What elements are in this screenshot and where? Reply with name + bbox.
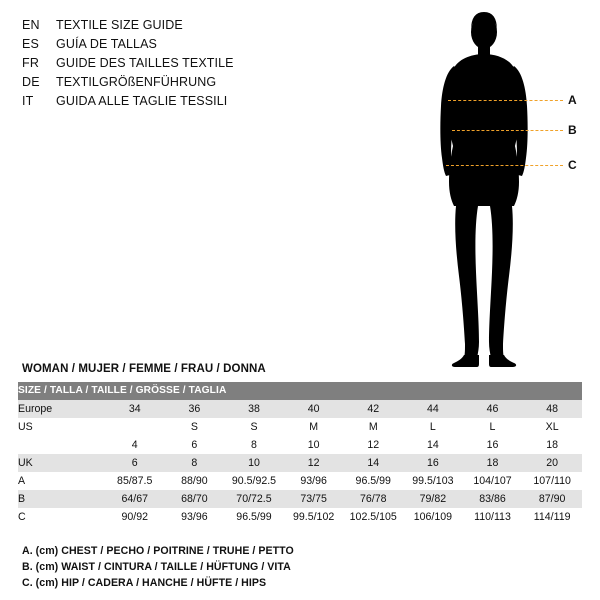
cell: L — [463, 418, 523, 436]
cell: 90.5/92.5 — [224, 472, 284, 490]
language-row — [22, 94, 362, 113]
cell: 110/113 — [463, 508, 523, 526]
row-label: A — [18, 472, 105, 490]
row-label: US — [18, 418, 105, 436]
cell: 96.5/99 — [224, 508, 284, 526]
female-body-silhouette-icon — [380, 10, 590, 370]
cell: 70/72.5 — [224, 490, 284, 508]
cell: S — [224, 418, 284, 436]
row-label: B — [18, 490, 105, 508]
cell: 90/92 — [105, 508, 165, 526]
row-label: C — [18, 508, 105, 526]
row-label — [18, 436, 105, 454]
cell: 87/90 — [522, 490, 582, 508]
table-row — [18, 436, 582, 454]
cell: 10 — [284, 436, 344, 454]
measure-label-c: C — [568, 158, 577, 172]
cell: 106/109 — [403, 508, 463, 526]
cell: S — [165, 418, 225, 436]
cell: 96.5/99 — [343, 472, 403, 490]
note-c: C. (cm) HIP / CADERA / HANCHE / HÜFTE / HIPS — [22, 577, 267, 589]
language-code: EN — [22, 18, 40, 32]
cell: 40 — [284, 400, 344, 418]
cell: 114/119 — [522, 508, 582, 526]
table-row — [18, 508, 582, 526]
cell: 46 — [463, 400, 523, 418]
language-row — [22, 18, 362, 37]
row-label: Europe — [18, 400, 105, 418]
cell: 85/87.5 — [105, 472, 165, 490]
cell: XL — [522, 418, 582, 436]
language-row — [22, 56, 362, 75]
language-code: FR — [22, 56, 40, 70]
cell: 14 — [343, 454, 403, 472]
cell: 12 — [343, 436, 403, 454]
cell: 16 — [463, 436, 523, 454]
cell: 20 — [522, 454, 582, 472]
cell: 48 — [522, 400, 582, 418]
language-title: TEXTILGRÖßENFÜHRUNG — [56, 75, 217, 89]
cell: 14 — [403, 436, 463, 454]
cell: M — [343, 418, 403, 436]
body-figure-diagram — [380, 10, 590, 370]
cell: 102.5/105 — [343, 508, 403, 526]
cell: 93/96 — [284, 472, 344, 490]
language-title-list — [22, 18, 362, 113]
cell: 76/78 — [343, 490, 403, 508]
table-row — [18, 400, 582, 418]
cell — [105, 418, 165, 436]
cell: 42 — [343, 400, 403, 418]
measure-line-c — [446, 165, 563, 166]
cell: 83/86 — [463, 490, 523, 508]
row-label: UK — [18, 454, 105, 472]
table-header-label: SIZE / TALLA / TAILLE / GRÖSSE / TAGLIA — [18, 382, 582, 400]
cell: 104/107 — [463, 472, 523, 490]
cell: 6 — [105, 454, 165, 472]
section-title: WOMAN / MUJER / FEMME / FRAU / DONNA — [22, 363, 266, 375]
cell: 107/110 — [522, 472, 582, 490]
cell: 10 — [224, 454, 284, 472]
cell: 38 — [224, 400, 284, 418]
language-row — [22, 75, 362, 94]
table-row — [18, 490, 582, 508]
cell: 99.5/103 — [403, 472, 463, 490]
cell: 44 — [403, 400, 463, 418]
table-header-row — [18, 382, 582, 400]
language-code: IT — [22, 94, 34, 108]
cell: 8 — [224, 436, 284, 454]
cell: 36 — [165, 400, 225, 418]
table-row — [18, 472, 582, 490]
cell: L — [403, 418, 463, 436]
cell: 12 — [284, 454, 344, 472]
cell: 79/82 — [403, 490, 463, 508]
cell: 64/67 — [105, 490, 165, 508]
cell: M — [284, 418, 344, 436]
measure-label-a: A — [568, 93, 577, 107]
language-title: TEXTILE SIZE GUIDE — [56, 18, 183, 32]
note-b: B. (cm) WAIST / CINTURA / TAILLE / HÜFTUNG / VITA — [22, 561, 291, 573]
measurement-notes — [22, 543, 442, 591]
language-code: DE — [22, 75, 40, 89]
measure-line-a — [448, 100, 563, 101]
language-row — [22, 37, 362, 56]
cell: 4 — [105, 436, 165, 454]
note-a: A. (cm) CHEST / PECHO / POITRINE / TRUHE / PETTO — [22, 545, 294, 557]
cell: 8 — [165, 454, 225, 472]
cell: 6 — [165, 436, 225, 454]
cell: 93/96 — [165, 508, 225, 526]
cell: 99.5/102 — [284, 508, 344, 526]
language-code: ES — [22, 37, 40, 51]
cell: 88/90 — [165, 472, 225, 490]
measure-label-b: B — [568, 123, 577, 137]
language-title: GUIDE DES TAILLES TEXTILE — [56, 56, 234, 70]
cell: 16 — [403, 454, 463, 472]
language-title: GUIDA ALLE TAGLIE TESSILI — [56, 94, 228, 108]
cell: 68/70 — [165, 490, 225, 508]
cell: 18 — [463, 454, 523, 472]
language-title: GUÍA DE TALLAS — [56, 37, 157, 51]
table-row — [18, 454, 582, 472]
cell: 18 — [522, 436, 582, 454]
cell: 73/75 — [284, 490, 344, 508]
table-row — [18, 418, 582, 436]
size-table — [18, 382, 582, 526]
cell: 34 — [105, 400, 165, 418]
measure-line-b — [452, 130, 563, 131]
